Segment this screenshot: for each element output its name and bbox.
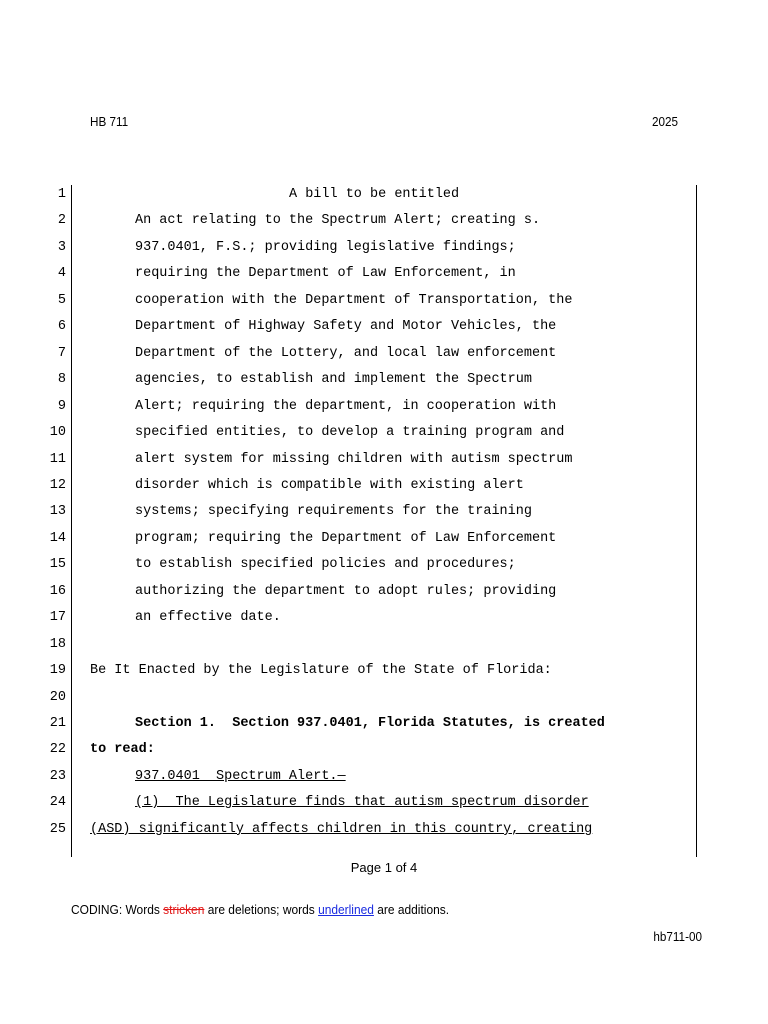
line-number: 4: [57, 266, 66, 282]
line-number: 11: [49, 451, 66, 467]
coding-prefix: CODING: Words: [71, 902, 164, 917]
coding-suffix: are additions.: [373, 902, 450, 917]
line-number: 7: [57, 345, 66, 361]
bill-line-text: specified entities, to develop a training program and: [135, 425, 565, 441]
left-margin-rule: [71, 185, 72, 857]
underlined-sample: underlined: [318, 902, 374, 917]
line-number: 8: [57, 372, 66, 388]
line-number: 14: [49, 530, 66, 546]
bill-line-text: alert system for missing children with autism spectrum: [135, 451, 573, 467]
line-number: 22: [49, 742, 66, 758]
line-number: 20: [49, 689, 66, 705]
line-number: 6: [57, 319, 66, 335]
line-number: 1: [57, 187, 66, 202]
document-code: hb711-00: [653, 929, 702, 944]
line-number: 3: [57, 239, 66, 255]
line-number: 2: [57, 213, 66, 229]
bill-line-text: disorder which is compatible with existing alert: [135, 477, 524, 493]
bill-line-text: program; requiring the Department of Law Enforcement: [135, 530, 557, 546]
bill-line-text: to read:: [90, 742, 155, 758]
bill-line-text: (1) The Legislature finds that autism spectrum disorder: [135, 795, 589, 811]
line-number: 9: [57, 398, 66, 414]
line-number: 17: [49, 610, 66, 626]
line-number: 5: [57, 292, 66, 308]
right-margin-rule: [696, 185, 697, 857]
bill-line-text: A bill to be entitled: [289, 187, 460, 202]
line-number: 21: [49, 716, 66, 731]
stricken-sample: stricken: [163, 902, 205, 917]
coding-middle: are deletions; words: [204, 902, 319, 917]
bill-line-text: Alert; requiring the department, in cooperation with: [135, 398, 557, 414]
bill-line-text: to establish specified policies and procedures;: [135, 557, 516, 573]
bill-line-text: authorizing the department to adopt rules; providing: [135, 583, 557, 599]
bill-line-text: Department of the Lottery, and local law enforcement: [135, 345, 557, 361]
bill-line-text: cooperation with the Department of Transportation, the: [135, 292, 573, 308]
bill-line-text: systems; specifying requirements for the training: [135, 504, 532, 520]
bill-line-text: (ASD) significantly affects children in this country, creating: [90, 821, 593, 837]
bill-line-text: Department of Highway Safety and Motor Vehicles, the: [135, 319, 557, 335]
bill-line-text: 937.0401, F.S.; providing legislative findings;: [135, 239, 516, 255]
page-number: Page 1 of 4: [350, 860, 418, 875]
line-number: 25: [49, 821, 66, 837]
line-number: 10: [49, 425, 66, 441]
bill-line-text: an effective date.: [135, 610, 281, 626]
bill-line-text: 937.0401 Spectrum Alert.—: [135, 768, 346, 784]
bill-line-text: requiring the Department of Law Enforcement, in: [135, 266, 516, 282]
bill-number: HB 711: [90, 114, 129, 129]
line-number: 15: [49, 557, 66, 573]
line-number: 23: [49, 768, 66, 784]
line-number: 19: [49, 663, 66, 679]
bill-line-text: Be It Enacted by the Legislature of the State of Florida:: [90, 663, 552, 679]
bill-line-text: Section 1. Section 937.0401, Florida Statutes, is created: [135, 716, 605, 731]
bill-line-text: agencies, to establish and implement the Spectrum: [135, 372, 532, 388]
line-number: 16: [49, 583, 66, 599]
coding-legend: [71, 902, 449, 917]
line-number: 24: [49, 795, 66, 811]
line-number: 13: [49, 504, 66, 520]
bill-year: 2025: [652, 114, 679, 129]
line-number: 12: [49, 477, 66, 493]
bill-line-text: An act relating to the Spectrum Alert; creating s.: [135, 213, 541, 229]
line-number: 18: [49, 636, 66, 652]
